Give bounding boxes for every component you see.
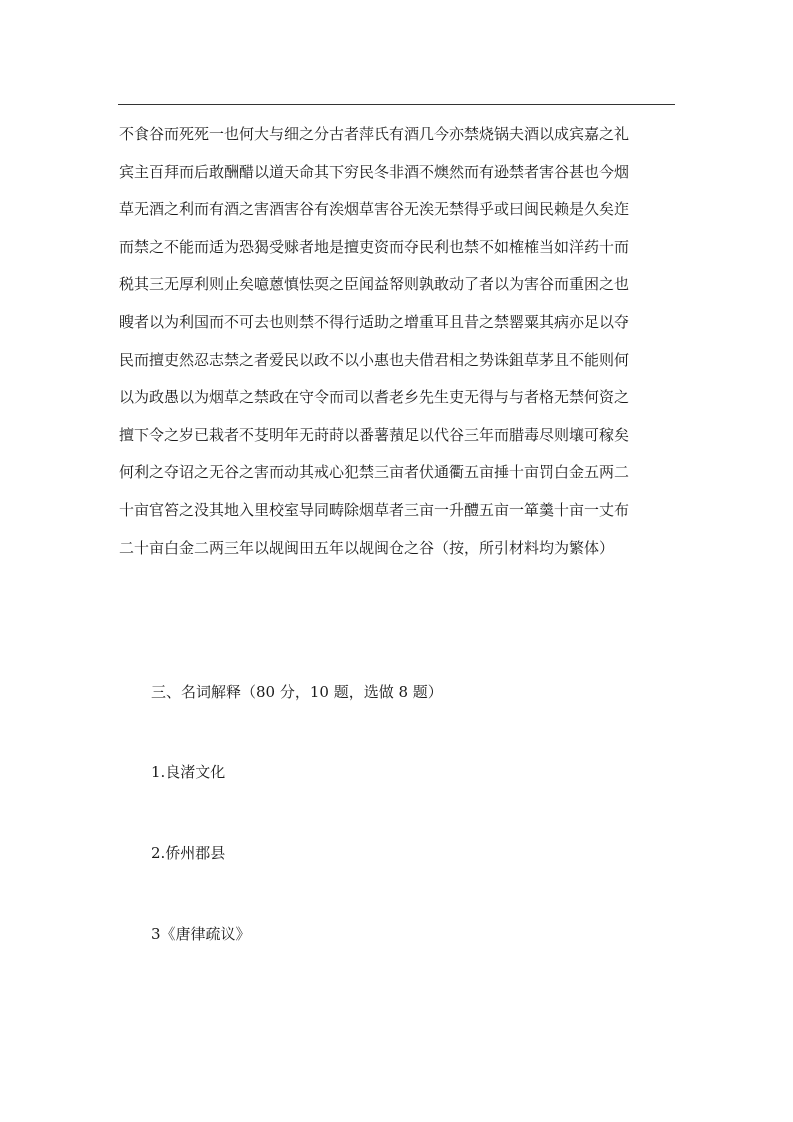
passage-line: 民而擅吏然忍志禁之者爱民以政不以小惠也夫借君相之势诛鉏草茅且不能则何 xyxy=(119,350,630,369)
passage-text xyxy=(119,116,684,567)
passage-line: 草无酒之利而有酒之害酒害谷有涘烟草害谷无涘无禁得乎或曰闽民赖是久矣迮 xyxy=(119,200,630,219)
header-rule xyxy=(118,104,675,105)
passage-line: 瞍者以为利国而不可去也则禁不得行适助之增重耳且昔之禁罂粟其病亦足以夺 xyxy=(119,312,630,331)
passage-line: 宾主百拜而后敢酬醋以道天命其下穷民冬非酒不燠然而有逊禁者害谷甚也今烟 xyxy=(119,162,630,181)
passage-line: 擅下令之岁已栽者不芟明年无莳莳以番薯蕷足以代谷三年而腊毒尽则壤可稼矣 xyxy=(119,425,630,444)
passage-line: 以为政愚以为烟草之禁政在守令而司以耆老乡先生吏无得与与者格无禁何资之 xyxy=(119,388,630,407)
passage-line: 十亩官笞之没其地入里校室导同畴除烟草者三亩一升醴五亩一箪羹十亩一丈布 xyxy=(119,500,630,519)
passage-line: 二十亩白金二两三年以觇闽田五年以觇闽仓之谷（按，所引材料均为繁体） xyxy=(119,538,615,557)
passage-line: 何利之夺诏之无谷之害而动其戒心犯禁三亩者伏通衢五亩捶十亩罚白金五两二 xyxy=(119,463,630,482)
term-item: 3《唐律疏议》 xyxy=(151,925,251,943)
term-item: 1.良渚文化 xyxy=(151,763,226,781)
passage-line: 而禁之不能而适为恐猲受赇者地是擅吏资而夺民利也禁不如榷榷当如洋药十而 xyxy=(119,237,630,256)
passage-line: 税其三无厚利则止矣噫蒽慎怯耎之臣闻益帑则孰敢动了者以为害谷而重困之也 xyxy=(119,275,630,294)
section-heading: 三、名词解释（80 分，10 题，选做 8 题） xyxy=(151,683,443,701)
passage-line: 不食谷而死死一也何大与细之分古者萍氏有酒几今亦禁烧锅夫酒以成宾嘉之礼 xyxy=(119,125,630,143)
term-item: 2.侨州郡县 xyxy=(151,844,226,862)
